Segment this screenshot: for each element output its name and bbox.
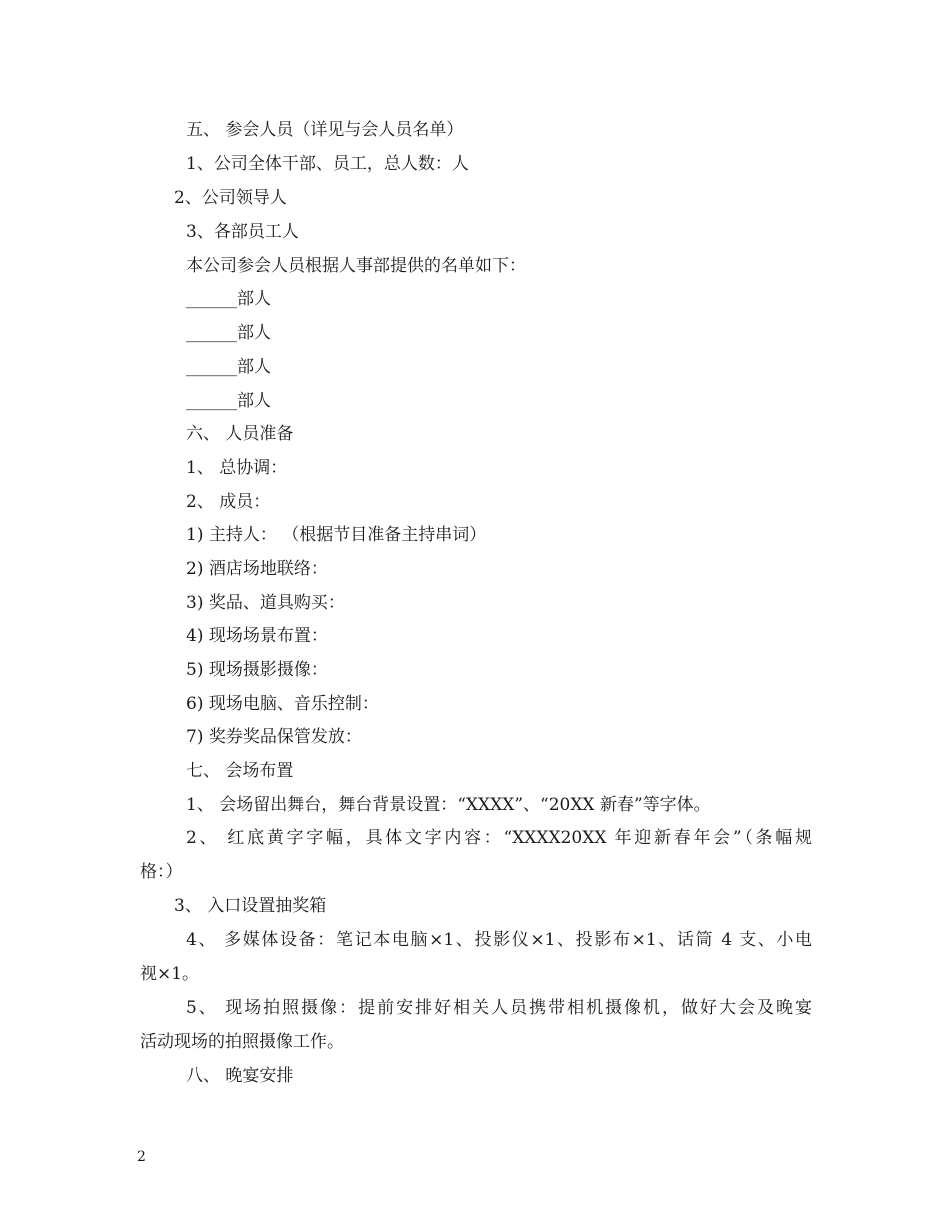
section7-item-2-line-2: 格：） [140, 862, 183, 882]
section5-item-2: 2、公司领导人 [174, 188, 287, 208]
role-computer-music: 6) 现场电脑、音乐控制： [186, 694, 379, 714]
section7-item-2-line-1: 2、 红底黄字字幅，具体文字内容：“XXXX20XX 年迎新春年会”（条幅规 [186, 828, 812, 848]
section5-heading: 五、 参会人员（详见与会人员名单） [186, 120, 464, 140]
department-line-1: ______部人 [186, 289, 271, 309]
page-number: 2 [137, 1149, 146, 1165]
role-scene-setup: 4) 现场场景布置： [186, 626, 328, 646]
role-photo-video: 5) 现场摄影摄像： [186, 660, 328, 680]
section5-item-3: 3、各部员工人 [186, 222, 299, 242]
section6-heading: 六、 人员准备 [186, 424, 294, 444]
role-venue-liaison: 2) 酒店场地联络： [186, 559, 328, 579]
role-prize-keeper: 7) 奖券奖品保管发放： [186, 727, 362, 747]
section6-item-1: 1、 总协调： [186, 458, 288, 478]
department-line-2: ______部人 [186, 323, 271, 343]
section7-item-4-line-1: 4、 多媒体设备：笔记本电脑×1、投影仪×1、投影布×1、话筒 4 支、小电 [186, 930, 812, 950]
section5-item-1: 1、公司全体干部、员工，总人数：人 [186, 154, 469, 174]
department-line-4: ______部人 [186, 391, 271, 411]
section8-heading: 八、 晚宴安排 [186, 1066, 294, 1086]
section7-item-4-line-2: 视×1。 [140, 964, 200, 984]
department-line-3: ______部人 [186, 357, 271, 377]
section7-heading: 七、 会场布置 [186, 761, 294, 781]
section6-item-2: 2、 成员： [186, 492, 271, 512]
section5-list-intro: 本公司参会人员根据人事部提供的名单如下： [186, 256, 526, 276]
role-prize-purchase: 3) 奖品、道具购买： [186, 593, 345, 613]
section7-item-3: 3、 入口设置抽奖箱 [174, 896, 327, 916]
role-host: 1) 主持人： （根据节目准备主持串词） [186, 525, 487, 545]
section7-item-5-line-2: 活动现场的拍照摄像工作。 [140, 1032, 344, 1052]
section7-item-5-line-1: 5、 现场拍照摄像：提前安排好相关人员携带相机摄像机，做好大会及晚宴 [186, 998, 812, 1018]
section7-item-1: 1、 会场留出舞台，舞台背景设置：“XXXX”、“20XX 新春”等字体。 [186, 795, 711, 815]
